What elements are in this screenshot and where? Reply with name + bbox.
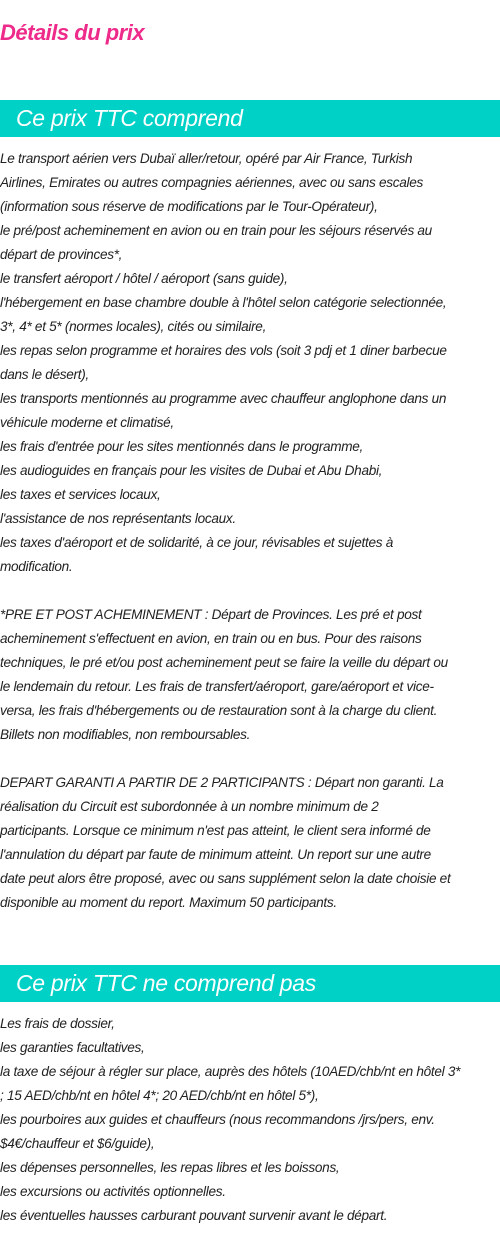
pre-post-note-line: techniques, le pré et/ou post acheminement peut se faire la veille du départ ou	[0, 655, 448, 670]
pre-post-note-line: Billets non modifiables, non remboursables.	[0, 727, 251, 742]
included-line: le pré/post acheminement en avion ou en train pour les séjours réservés au	[0, 223, 432, 238]
included-line: Le transport aérien vers Dubaï aller/retour, opéré par Air France, Turkish	[0, 151, 413, 166]
included-line: les frais d'entrée pour les sites mentionnés dans le programme,	[0, 439, 364, 454]
excluded-line: les dépenses personnelles, les repas libres et les boissons,	[0, 1160, 340, 1175]
included-line: dans le désert),	[0, 367, 89, 382]
included-line: les taxes d'aéroport et de solidarité, à ce jour, révisables et sujettes à	[0, 535, 393, 550]
excluded-line: les excursions ou activités optionnelles.	[0, 1184, 226, 1199]
included-line: véhicule moderne et climatisé,	[0, 415, 174, 430]
guarantee-note-line: disponible au moment du report. Maximum 50 participants.	[0, 895, 337, 910]
excluded-line: la taxe de séjour à régler sur place, auprès des hôtels (10AED/chb/nt en hôtel 3*	[0, 1064, 461, 1079]
included-line: le transfert aéroport / hôtel / aéroport (sans guide),	[0, 271, 288, 286]
included-line: l'assistance de nos représentants locaux.	[0, 511, 236, 526]
pre-post-note-line: acheminement s'effectuent en avion, en train ou en bus. Pour des raisons	[0, 631, 422, 646]
excluded-list	[0, 1012, 500, 1228]
page-title: Détails du prix	[0, 20, 145, 45]
guarantee-note-line: réalisation du Circuit est subordonnée à un nombre minimum de 2	[0, 799, 379, 814]
excluded-line: $4€/chauffeur et $6/guide),	[0, 1136, 155, 1151]
pre-post-note-line: *PRE ET POST ACHEMINEMENT : Départ de Provinces. Les pré et post	[0, 607, 422, 622]
guarantee-note-line: l'annulation du départ par faute de minimum atteint. Un report sur une autre	[0, 847, 431, 862]
guarantee-note-line: date peut alors être proposé, avec ou sans supplément selon la date choisie et	[0, 871, 451, 886]
guaranteed-departure-note	[0, 771, 500, 915]
pre-post-note-line: le lendemain du retour. Les frais de transfert/aéroport, gare/aéroport et vice-	[0, 679, 434, 694]
excluded-line: les garanties facultatives,	[0, 1040, 145, 1055]
excluded-line: les éventuelles hausses carburant pouvant survenir avant le départ.	[0, 1208, 388, 1223]
guarantee-note-line: participants. Lorsque ce minimum n'est pas atteint, le client sera informé de	[0, 823, 431, 838]
excluded-line: Les frais de dossier,	[0, 1016, 115, 1031]
included-line: l'hébergement en base chambre double à l'hôtel selon catégorie selectionnée,	[0, 295, 447, 310]
excluded-line: les pourboires aux guides et chauffeurs (nous recommandons /jrs/pers, env.	[0, 1112, 435, 1127]
included-list	[0, 147, 500, 579]
included-line: (information sous réserve de modifications par le Tour-Opérateur),	[0, 199, 378, 214]
included-section-header: Ce prix TTC comprend	[0, 100, 500, 137]
included-line: les taxes et services locaux,	[0, 487, 161, 502]
pre-post-note-line: versa, les frais d'hébergements ou de restauration sont à la charge du client.	[0, 703, 438, 718]
included-line: départ de provinces*,	[0, 247, 123, 262]
included-line: les repas selon programme et horaires des vols (soit 3 pdj et 1 diner barbecue	[0, 343, 447, 358]
included-line: modification.	[0, 559, 73, 574]
guarantee-note-line: DEPART GARANTI A PARTIR DE 2 PARTICIPANTS : Départ non garanti. La	[0, 775, 444, 790]
excluded-line: ; 15 AED/chb/nt en hôtel 4*; 20 AED/chb/nt en hôtel 5*),	[0, 1088, 319, 1103]
pre-post-routing-note	[0, 603, 500, 747]
excluded-section-header: Ce prix TTC ne comprend pas	[0, 965, 500, 1002]
included-line: les audioguides en français pour les visites de Dubai et Abu Dhabi,	[0, 463, 383, 478]
included-line: 3*, 4* et 5* (normes locales), cités ou similaire,	[0, 319, 267, 334]
included-line: les transports mentionnés au programme avec chauffeur anglophone dans un	[0, 391, 447, 406]
included-line: Airlines, Emirates ou autres compagnies aériennes, avec ou sans escales	[0, 175, 423, 190]
